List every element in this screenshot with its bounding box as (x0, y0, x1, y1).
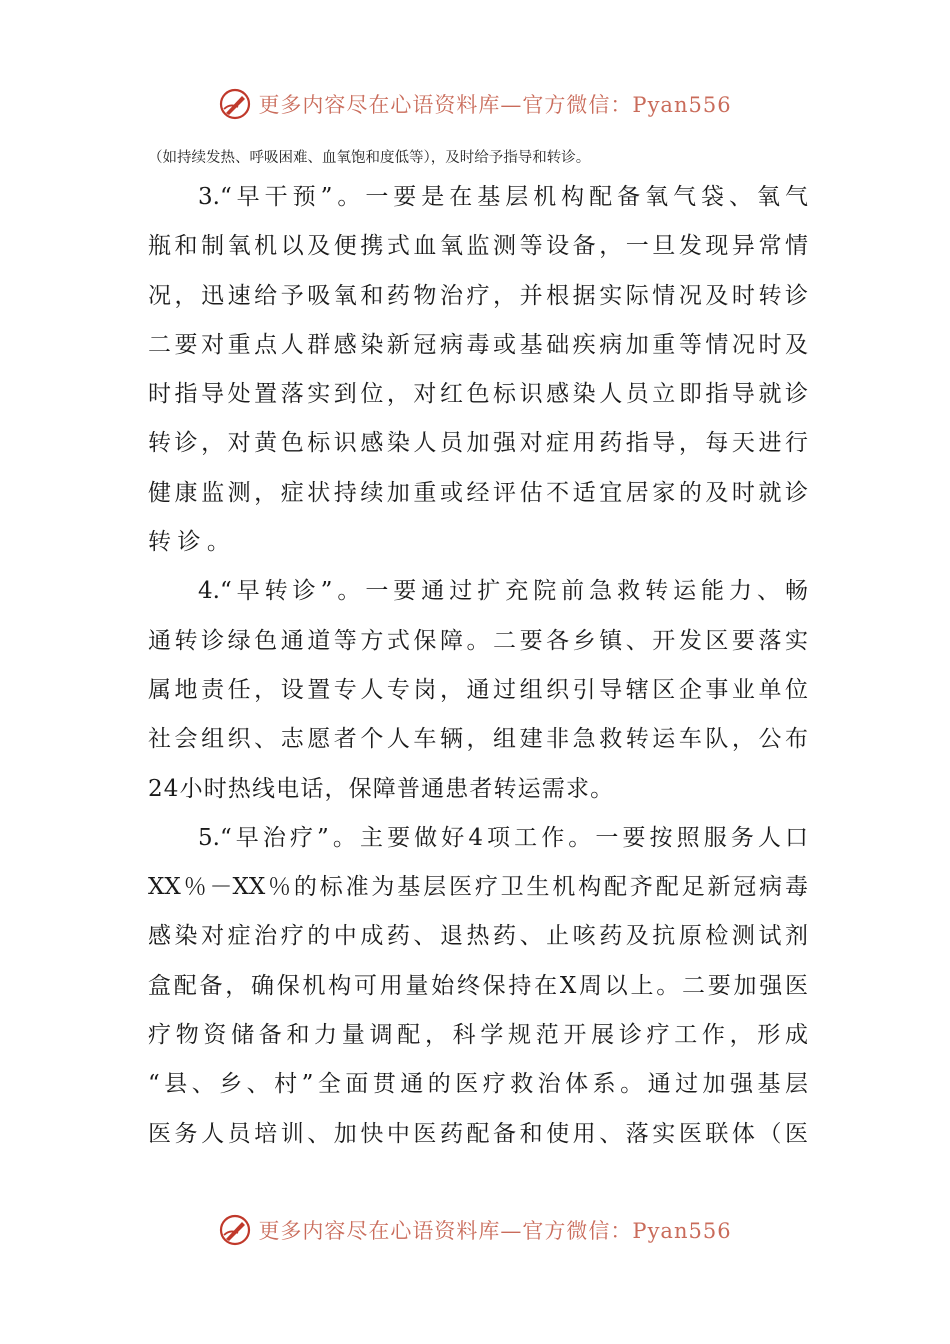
paragraph-line: XX％－XX％的标准为基层医疗卫生机构配齐配足新冠病毒 (148, 874, 808, 901)
paragraph-line: 疗物资储备和力量调配，科学规范开展诊疗工作，形成 (148, 1022, 808, 1049)
footer-banner (0, 1208, 950, 1252)
paragraph-line: 瓶和制氧机以及便携式血氧监测等设备，一旦发现异常情 (148, 233, 808, 260)
paragraph-line: 转诊。 (148, 529, 237, 556)
paragraph-line: 3.“早干预”。一要是在基层机构配备氧气袋、氧气 (198, 184, 808, 210)
paragraph-line: 5.“早治疗”。主要做好4项工作。一要按照服务人口 (198, 824, 808, 851)
body-text (148, 180, 808, 1166)
paragraph-line: 24小时热线电话，保障普通患者转运需求。 (148, 775, 615, 802)
paragraph-line: 二要对重点人群感染新冠病毒或基础疾病加重等情况时及 (148, 331, 808, 358)
continuation-note: （如持续发热、呼吸困难、血氧饱和度低等），及时给予指导和转诊。 (148, 150, 591, 166)
paragraph-line: 转诊，对黄色标识感染人员加强对症用药指导，每天进行 (148, 430, 808, 457)
paragraph-line: 社会组织、志愿者个人车辆，组建非急救转运车队，公布 (148, 726, 808, 753)
header-banner-text: 更多内容尽在心语资料库—官方微信：Pyan556 (258, 93, 732, 117)
footer-banner-text: 更多内容尽在心语资料库—官方微信：Pyan556 (258, 1219, 732, 1243)
paragraph-line: 医务人员培训、加快中医药配备和使用、落实医联体（医 (148, 1120, 808, 1147)
header-banner (0, 82, 950, 126)
paragraph-line: 健康监测，症状持续加重或经评估不适宜居家的及时就诊 (148, 479, 808, 506)
pen-logo-icon (218, 87, 252, 121)
paragraph-line: 4.“早转诊”。一要通过扩充院前急救转运能力、畅 (198, 578, 808, 605)
paragraph-line: 盒配备，确保机构可用量始终保持在X周以上。二要加强医 (148, 972, 808, 999)
paragraph-line: “县、乡、村”全面贯通的医疗救治体系。通过加强基层 (148, 1071, 808, 1098)
paragraph-line: 通转诊绿色通道等方式保障。二要各乡镇、开发区要落实 (148, 627, 808, 654)
paragraph-line: 况，迅速给予吸氧和药物治疗，并根据实际情况及时转诊 (148, 282, 808, 309)
paragraph-line: 感染对症治疗的中成药、退热药、止咳药及抗原检测试剂 (148, 923, 808, 950)
paragraph-line: 属地责任，设置专人专岗，通过组织引导辖区企事业单位 (148, 676, 808, 703)
paragraph-line: 时指导处置落实到位，对红色标识感染人员立即指导就诊 (148, 381, 808, 408)
pen-logo-icon (218, 1213, 252, 1247)
